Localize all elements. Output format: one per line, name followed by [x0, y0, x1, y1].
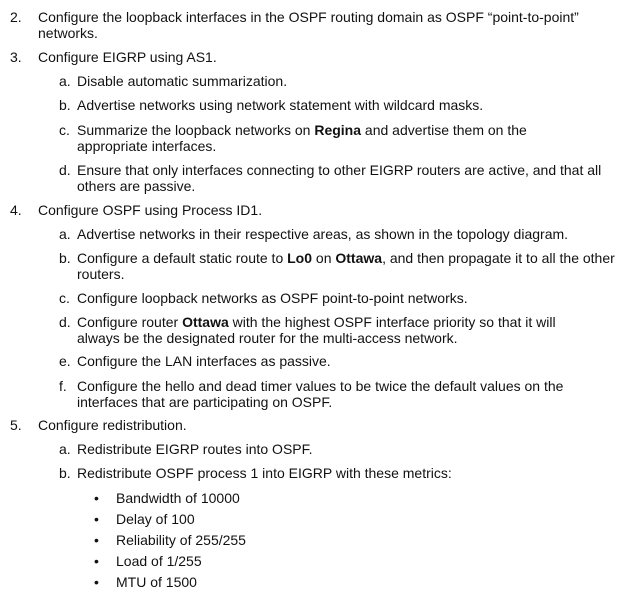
- bullet-icon: •: [94, 511, 99, 527]
- list-number: 3.: [10, 49, 22, 65]
- bullet-icon: •: [94, 574, 99, 590]
- bullet-text: Delay of 100: [116, 511, 195, 527]
- bullet-text: Load of 1/255: [116, 553, 202, 569]
- text-run: with the highest OSPF interface priority so that it will always be the designated router for the multi-access network.: [77, 314, 556, 346]
- list-item-text: Ensure that only interfaces connecting to other EIGRP routers are active, and that all others are passive.: [77, 162, 602, 194]
- list-letter: b.: [59, 97, 71, 113]
- list-item-text: [77, 122, 567, 154]
- bullet-text: Reliability of 255/255: [116, 532, 246, 548]
- list-item-text: Configure OSPF using Process ID1.: [38, 202, 263, 218]
- list-item-text: Advertise networks using network statement with wildcard masks.: [77, 97, 484, 113]
- router-name-ottawa: Ottawa: [182, 314, 229, 330]
- bullet-text: Bandwidth of 10000: [116, 490, 240, 506]
- list-item-text: Configure the hello and dead timer values to be twice the default values on the interfaces that are participating on OSPF.: [77, 378, 564, 410]
- text-run: on: [312, 250, 336, 266]
- list-letter: a.: [59, 441, 71, 457]
- text-run: Configure router: [77, 314, 183, 330]
- list-item-text: Configure the LAN interfaces as passive.: [77, 353, 331, 369]
- list-item-text: Configure the loopback interfaces in the OSPF routing domain as OSPF “point-to-point” networks.: [38, 9, 579, 41]
- list-item-text: Advertise networks in their respective areas, as shown in the topology diagram.: [77, 226, 569, 242]
- router-name-ottawa: Ottawa: [335, 250, 383, 266]
- list-letter: e.: [59, 353, 71, 369]
- list-letter: a.: [59, 226, 71, 242]
- list-letter: c.: [59, 290, 70, 306]
- list-item-text: Configure redistribution.: [38, 417, 187, 433]
- list-number: 5.: [10, 417, 22, 433]
- list-number: 4.: [10, 202, 22, 218]
- text-run: , and then propagate it to all the other routers.: [77, 250, 615, 282]
- bullet-icon: •: [94, 532, 99, 548]
- list-letter: a.: [59, 73, 71, 89]
- list-letter: c.: [59, 122, 70, 138]
- list-letter: b.: [59, 250, 71, 266]
- text-run: Configure a default static route to: [77, 250, 288, 266]
- list-item-text: Redistribute EIGRP routes into OSPF.: [77, 441, 313, 457]
- bullet-text: MTU of 1500: [116, 574, 197, 590]
- list-letter: f.: [59, 378, 67, 394]
- list-item-text: Redistribute OSPF process 1 into EIGRP with these metrics:: [77, 465, 452, 481]
- bullet-icon: •: [94, 490, 99, 506]
- list-item-text: [77, 314, 597, 346]
- list-letter: d.: [59, 314, 71, 330]
- list-item-text: [77, 250, 616, 282]
- list-letter: d.: [59, 162, 71, 178]
- text-run: and advertise them on the appropriate interfaces.: [77, 122, 527, 154]
- list-item-text: Configure loopback networks as OSPF point-to-point networks.: [77, 290, 468, 306]
- interface-name-lo0: Lo0: [287, 250, 313, 266]
- list-letter: b.: [59, 465, 71, 481]
- router-name-regina: Regina: [314, 122, 362, 138]
- list-number: 2.: [10, 9, 22, 25]
- text-run: Summarize the loopback networks on: [77, 122, 315, 138]
- list-item-text: Configure EIGRP using AS1.: [38, 49, 217, 65]
- list-item-text: Disable automatic summarization.: [77, 73, 288, 89]
- bullet-icon: •: [94, 553, 99, 569]
